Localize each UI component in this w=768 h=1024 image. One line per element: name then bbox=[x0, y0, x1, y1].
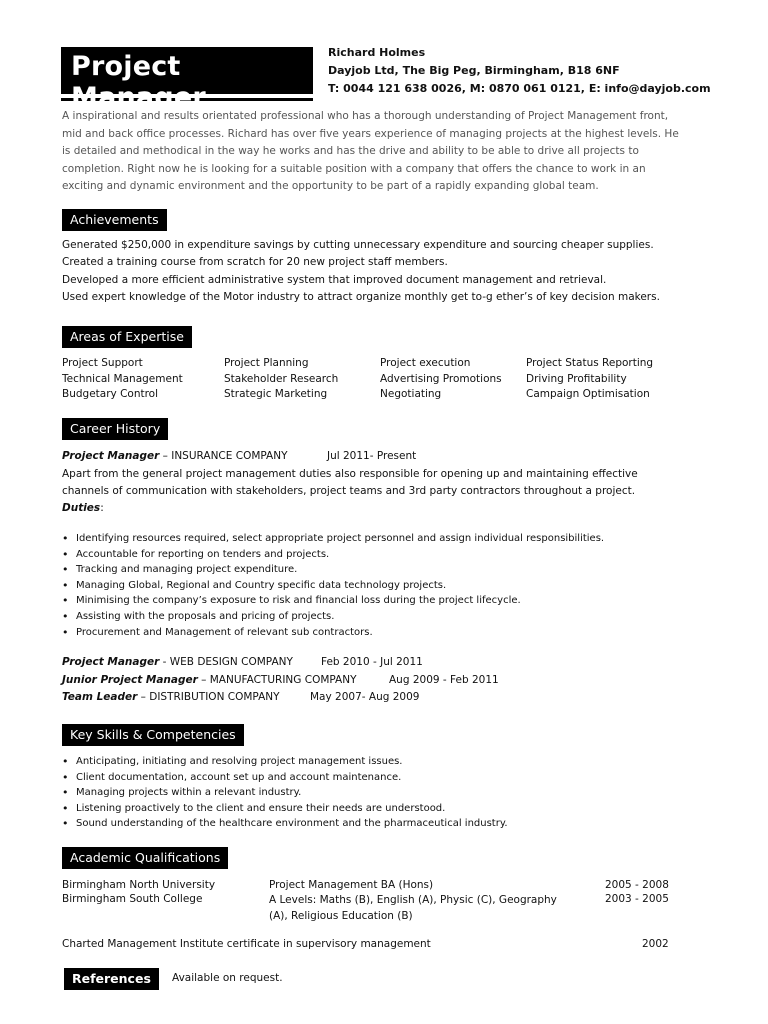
expertise-item: Budgetary Control bbox=[62, 388, 159, 400]
references-text: Available on request. bbox=[172, 972, 283, 984]
expertise-item: Driving Profitability bbox=[526, 372, 627, 385]
school-name: Birmingham North University bbox=[62, 879, 216, 891]
expertise-item: Project Support bbox=[62, 357, 143, 369]
section-heading-academic: Academic Qualifications bbox=[62, 847, 228, 869]
expertise-item: Technical Management bbox=[62, 372, 183, 385]
job-dates: Aug 2009 - Feb 2011 bbox=[389, 674, 499, 686]
skill-item: • Listening proactively to the client and ensure their needs are understood. bbox=[62, 801, 508, 817]
section-heading-expertise: Areas of Expertise bbox=[62, 326, 192, 348]
job-company: – DISTRIBUTION COMPANY bbox=[137, 691, 280, 703]
expertise-col-1 bbox=[62, 356, 183, 403]
section-heading-career: Career History bbox=[62, 418, 168, 440]
expertise-col-4 bbox=[526, 356, 653, 403]
skills-list bbox=[62, 754, 508, 832]
course-name: A Levels: Maths (B), English (A), Physic (C), Geography (A), Religious Education (B) bbox=[269, 894, 557, 922]
achievement-item: Used expert knowledge of the Motor industry to attract organize monthly get to-g ether’s of key decision makers. bbox=[62, 290, 660, 303]
expertise-col-2 bbox=[224, 356, 338, 403]
job-entry bbox=[62, 656, 293, 668]
job-entry bbox=[62, 674, 357, 686]
course-years: 2003 - 2005 bbox=[605, 893, 669, 905]
job-entry bbox=[62, 691, 280, 703]
contact-address: Dayjob Ltd, The Big Peg, Birmingham, B18 6NF bbox=[328, 64, 620, 77]
expertise-item: Campaign Optimisation bbox=[526, 388, 650, 400]
expertise-col-3 bbox=[380, 356, 502, 403]
expertise-item: Stakeholder Research bbox=[224, 372, 339, 385]
contact-name: Richard Holmes bbox=[328, 46, 426, 59]
achievement-item: Created a training course from scratch for 20 new project staff members. bbox=[62, 256, 448, 269]
section-heading-skills: Key Skills & Competencies bbox=[62, 724, 244, 746]
duties-list bbox=[62, 531, 604, 640]
certificate: Charted Management Institute certificate in supervisory management bbox=[62, 938, 431, 950]
job-title: Team Leader bbox=[62, 691, 138, 703]
expertise-item: Project execution bbox=[380, 357, 471, 369]
duty-item: • Procurement and Management of relevant sub contractors. bbox=[62, 625, 604, 641]
job-company: – MANUFACTURING COMPANY bbox=[197, 674, 357, 686]
skill-item: • Anticipating, initiating and resolving project management issues. bbox=[62, 754, 508, 770]
skill-item: • Managing projects within a relevant industry. bbox=[62, 785, 508, 801]
achievement-item: Generated $250,000 in expenditure savings by cutting unnecessary expenditure and sourcing cheaper supplies. bbox=[62, 239, 654, 251]
duty-item: • Identifying resources required, select appropriate project personnel and assign individual responsibilities. bbox=[62, 531, 604, 547]
expertise-item: Project Status Reporting bbox=[526, 357, 654, 369]
job-dates: Jul 2011- Present bbox=[327, 450, 417, 462]
expertise-item: Negotiating bbox=[380, 388, 442, 400]
expertise-item: Project Planning bbox=[224, 357, 309, 369]
job-description: Apart from the general project management duties also responsible for opening up and maintaining effective channels of communication with stakeholders, project teams and 3rd party contractors throughout a project. bbox=[62, 468, 638, 498]
expertise-item: Strategic Marketing bbox=[224, 388, 328, 400]
job-dates: May 2007- Aug 2009 bbox=[310, 691, 420, 703]
job-title: Junior Project Manager bbox=[62, 674, 198, 686]
contact-block bbox=[328, 44, 711, 98]
page-title: Project Manager bbox=[71, 51, 206, 113]
duties-colon: : bbox=[100, 502, 104, 514]
job-title: Project Manager bbox=[62, 656, 160, 668]
school-name: Birmingham South College bbox=[62, 893, 203, 905]
job-dates: Feb 2010 - Jul 2011 bbox=[321, 656, 423, 668]
duties-label: Duties bbox=[62, 502, 101, 514]
page-title-box bbox=[61, 47, 313, 113]
profile-summary: A inspirational and results orientated professional who has a thorough understanding of Project Management front, mid and back office processes. Richard has over five years experience of managing projects at the highest levels. He is detailed and methodical in the way he works and has the drive and ability to be able to drive all projects to completion. Right now he is looking for a suitable position with a company that offers the chance to work in an exciting and dynamic environment and the opportunity to be part of a rapidly expanding global team. bbox=[62, 110, 679, 193]
skill-item: • Client documentation, account set up and account maintenance. bbox=[62, 770, 508, 786]
section-heading-achievements: Achievements bbox=[62, 209, 167, 231]
certificate-year: 2002 bbox=[642, 938, 669, 950]
achievements-list bbox=[62, 237, 660, 306]
duty-item: • Tracking and managing project expenditure. bbox=[62, 562, 604, 578]
section-heading-references: References bbox=[64, 968, 159, 990]
job-company: – INSURANCE COMPANY bbox=[159, 450, 288, 462]
duty-item: • Minimising the company’s exposure to risk and financial loss during the project lifecycle. bbox=[62, 593, 604, 609]
expertise-item: Advertising Promotions bbox=[380, 372, 502, 385]
achievement-item: Developed a more efficient administrative system that improved document management and retrieval. bbox=[62, 273, 607, 286]
course-name: Project Management BA (Hons) bbox=[269, 879, 434, 891]
duty-item: • Accountable for reporting on tenders and projects. bbox=[62, 547, 604, 563]
duty-item: • Assisting with the proposals and pricing of projects. bbox=[62, 609, 604, 625]
duty-item: • Managing Global, Regional and Country specific data technology projects. bbox=[62, 578, 604, 594]
contact-phones: T: 0044 121 638 0026, M: 0870 061 0121, E: info@dayjob.com bbox=[328, 82, 711, 95]
skill-item: • Sound understanding of the healthcare environment and the pharmaceutical industry. bbox=[62, 816, 508, 832]
job-entry-current bbox=[62, 450, 288, 462]
duties-heading bbox=[62, 502, 104, 514]
course-years: 2005 - 2008 bbox=[605, 879, 669, 891]
job-title: Project Manager bbox=[62, 450, 160, 462]
job-company: - WEB DESIGN COMPANY bbox=[159, 656, 293, 668]
